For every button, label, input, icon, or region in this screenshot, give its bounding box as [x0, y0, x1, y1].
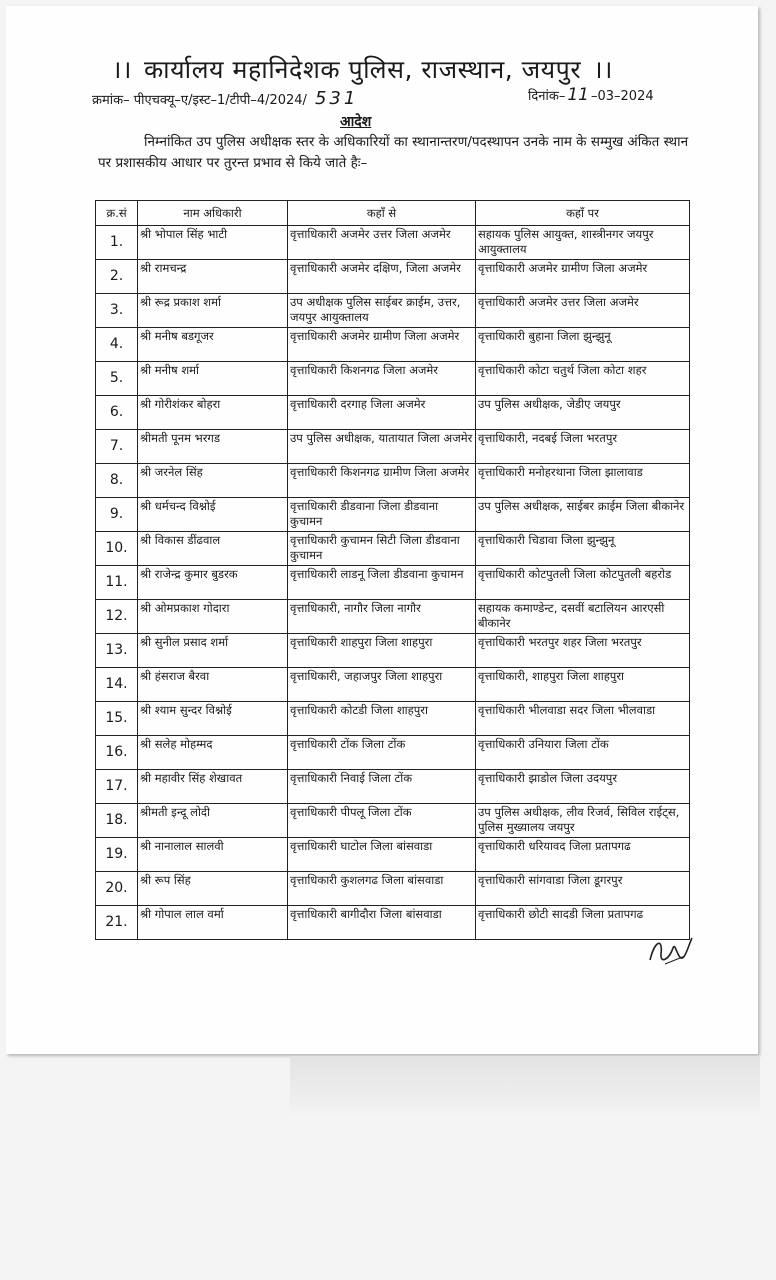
serial-cell: 12.	[96, 600, 138, 634]
table-row	[96, 260, 690, 294]
from-cell: वृत्ताधिकारी बागीदौरा जिला बांसवाडा	[288, 906, 476, 940]
table-row	[96, 294, 690, 328]
to-cell: वृत्ताधिकारी छोटी सादडी जिला प्रतापगढ	[476, 906, 690, 940]
signature-mark	[645, 930, 695, 970]
header-officer-name: नाम अधिकारी	[138, 201, 288, 226]
to-cell: वृत्ताधिकारी भीलवाडा सदर जिला भीलवाडा	[476, 702, 690, 736]
to-cell: वृत्ताधिकारी भरतपुर शहर जिला भरतपुर	[476, 634, 690, 668]
table-row	[96, 906, 690, 940]
officer-name-cell: श्री धर्मचन्द विश्नोई	[138, 498, 288, 532]
serial-cell: 2.	[96, 260, 138, 294]
table-row	[96, 634, 690, 668]
table-row	[96, 736, 690, 770]
serial-cell: 1.	[96, 226, 138, 260]
to-cell: उप पुलिस अधीक्षक, जेडीए जयपुर	[476, 396, 690, 430]
table-row	[96, 838, 690, 872]
table-row	[96, 702, 690, 736]
to-cell: सहायक कमाण्डेन्ट, दसवीं बटालियन आरएसी बीकानेर	[476, 600, 690, 634]
from-cell: उप पुलिस अधीक्षक, यातायात जिला अजमेर	[288, 430, 476, 464]
serial-cell: 3.	[96, 294, 138, 328]
transfer-table	[95, 200, 690, 940]
serial-cell: 8.	[96, 464, 138, 498]
serial-cell: 18.	[96, 804, 138, 838]
officer-name-cell: श्री नानालाल सालवी	[138, 838, 288, 872]
order-date: दिनांक– 11 –03–2024	[528, 85, 654, 105]
order-heading: आदेश	[340, 114, 372, 130]
from-cell: वृत्ताधिकारी अजमेर उत्तर जिला अजमेर	[288, 226, 476, 260]
serial-cell: 13.	[96, 634, 138, 668]
from-cell: वृत्ताधिकारी, नागौर जिला नागौर	[288, 600, 476, 634]
from-cell: वृत्ताधिकारी किशनगढ जिला अजमेर	[288, 362, 476, 396]
handwritten-ref-number: 531	[314, 88, 359, 109]
from-cell: वृत्ताधिकारी निवाई जिला टोंक	[288, 770, 476, 804]
from-cell: वृत्ताधिकारी शाहपुरा जिला शाहपुरा	[288, 634, 476, 668]
officer-name-cell: श्री मनीष शर्मा	[138, 362, 288, 396]
to-cell: वृत्ताधिकारी अजमेर ग्रामीण जिला अजमेर	[476, 260, 690, 294]
table-row	[96, 396, 690, 430]
table-row	[96, 770, 690, 804]
from-cell: वृत्ताधिकारी डीडवाना जिला डीडवाना कुचामन	[288, 498, 476, 532]
officer-name-cell: श्री सुनील प्रसाद शर्मा	[138, 634, 288, 668]
officer-name-cell: श्री मनीष बडगूजर	[138, 328, 288, 362]
serial-cell: 7.	[96, 430, 138, 464]
serial-cell: 17.	[96, 770, 138, 804]
to-cell: वृत्ताधिकारी उनियारा जिला टोंक	[476, 736, 690, 770]
from-cell: वृत्ताधिकारी अजमेर दक्षिण, जिला अजमेर	[288, 260, 476, 294]
officer-name-cell: श्री श्याम सुन्दर विश्नोई	[138, 702, 288, 736]
to-cell: वृत्ताधिकारी धरियावद जिला प्रतापगढ	[476, 838, 690, 872]
to-cell: उप पुलिस अधीक्षक, लीव रिजर्व, सिविल राईट्स, पुलिस मुख्यालय जयपुर	[476, 804, 690, 838]
officer-name-cell: श्री सलेह मोहम्मद	[138, 736, 288, 770]
from-cell: वृत्ताधिकारी कोटडी जिला शाहपुरा	[288, 702, 476, 736]
officer-name-cell: श्री रामचन्द्र	[138, 260, 288, 294]
to-cell: वृत्ताधिकारी कोटा चतुर्थ जिला कोटा शहर	[476, 362, 690, 396]
header-to: कहाँ पर	[476, 201, 690, 226]
table-row	[96, 872, 690, 906]
officer-name-cell: श्री विकास डींढवाल	[138, 532, 288, 566]
serial-cell: 20.	[96, 872, 138, 906]
from-cell: वृत्ताधिकारी लाडनू जिला डीडवाना कुचामन	[288, 566, 476, 600]
table-row	[96, 668, 690, 702]
serial-cell: 16.	[96, 736, 138, 770]
serial-cell: 19.	[96, 838, 138, 872]
officer-name-cell: श्री जरनेल सिंह	[138, 464, 288, 498]
table-row	[96, 566, 690, 600]
table-row	[96, 804, 690, 838]
to-cell: वृत्ताधिकारी मनोहरथाना जिला झालावाड	[476, 464, 690, 498]
table-row	[96, 532, 690, 566]
officer-name-cell: श्री गोपाल लाल वर्मा	[138, 906, 288, 940]
to-cell: वृत्ताधिकारी, शाहपुरा जिला शाहपुरा	[476, 668, 690, 702]
officer-name-cell: श्रीमती पूनम भरगड	[138, 430, 288, 464]
header-serial: क्र.सं	[96, 201, 138, 226]
serial-cell: 11.	[96, 566, 138, 600]
officer-name-cell: श्री गोरीशंकर बोहरा	[138, 396, 288, 430]
to-cell: वृत्ताधिकारी बुहाना जिला झुन्झुनू	[476, 328, 690, 362]
serial-cell: 14.	[96, 668, 138, 702]
officer-name-cell: श्री भोपाल सिंह भाटी	[138, 226, 288, 260]
to-cell: वृत्ताधिकारी, नदबई जिला भरतपुर	[476, 430, 690, 464]
from-cell: वृत्ताधिकारी कुचामन सिटी जिला डीडवाना कुचामन	[288, 532, 476, 566]
table-row	[96, 498, 690, 532]
from-cell: वृत्ताधिकारी कुशलगढ जिला बांसवाडा	[288, 872, 476, 906]
from-cell: उप अधीक्षक पुलिस साईबर क्राईम, उत्तर, जयपुर आयुक्तालय	[288, 294, 476, 328]
table-row	[96, 600, 690, 634]
officer-name-cell: श्री राजेन्द्र कुमार बुडरक	[138, 566, 288, 600]
to-cell: उप पुलिस अधीक्षक, साईबर क्राईम जिला बीकानेर	[476, 498, 690, 532]
to-cell: वृत्ताधिकारी सांगवाडा जिला डूगरपुर	[476, 872, 690, 906]
office-title: ।। कार्यालय महानिदेशक पुलिस, राजस्थान, जयपुर ।।	[112, 55, 614, 84]
table-header-row	[96, 201, 690, 226]
to-cell: वृत्ताधिकारी अजमेर उत्तर जिला अजमेर	[476, 294, 690, 328]
table-row	[96, 362, 690, 396]
table-row	[96, 226, 690, 260]
serial-cell: 21.	[96, 906, 138, 940]
header-from: कहाँ से	[288, 201, 476, 226]
officer-name-cell: श्री रूद्र प्रकाश शर्मा	[138, 294, 288, 328]
serial-cell: 10.	[96, 532, 138, 566]
to-cell: वृत्ताधिकारी झाडोल जिला उदयपुर	[476, 770, 690, 804]
reference-number: क्रमांक– पीएचक्यू–ए/इस्ट–1/टीपी–4/2024/ 531	[92, 88, 359, 109]
officer-name-cell: श्रीमती इन्दू लोदी	[138, 804, 288, 838]
from-cell: वृत्ताधिकारी टोंक जिला टोंक	[288, 736, 476, 770]
serial-cell: 5.	[96, 362, 138, 396]
from-cell: वृत्ताधिकारी पीपलू जिला टोंक	[288, 804, 476, 838]
scan-shadow	[290, 1056, 760, 1114]
table-row	[96, 328, 690, 362]
officer-name-cell: श्री रूप सिंह	[138, 872, 288, 906]
to-cell: वृत्ताधिकारी कोटपुतली जिला कोटपुतली बहरोड	[476, 566, 690, 600]
handwritten-day: 11	[567, 85, 589, 105]
from-cell: वृत्ताधिकारी अजमेर ग्रामीण जिला अजमेर	[288, 328, 476, 362]
from-cell: वृत्ताधिकारी किशनगढ ग्रामीण जिला अजमेर	[288, 464, 476, 498]
from-cell: वृत्ताधिकारी घाटोल जिला बांसवाडा	[288, 838, 476, 872]
intro-paragraph: निम्नांकित उप पुलिस अधीक्षक स्तर के अधिकारियों का स्थानान्तरण/पदस्थापन उनके नाम के सम्मुख अंकित स्थान पर प्रशासकीय आधार पर तुरन्त प्रभाव से किये जाते हैः–	[98, 134, 689, 171]
officer-name-cell: श्री हंसराज बैरवा	[138, 668, 288, 702]
to-cell: सहायक पुलिस आयुक्त, शास्त्रीनगर जयपुर आयुक्तालय	[476, 226, 690, 260]
from-cell: वृत्ताधिकारी, जहाजपुर जिला शाहपुरा	[288, 668, 476, 702]
table-row	[96, 464, 690, 498]
from-cell: वृत्ताधिकारी दरगाह जिला अजमेर	[288, 396, 476, 430]
serial-cell: 6.	[96, 396, 138, 430]
serial-cell: 4.	[96, 328, 138, 362]
table-row	[96, 430, 690, 464]
title-text: कार्यालय महानिदेशक पुलिस, राजस्थान, जयपुर	[143, 55, 582, 84]
to-cell: वृत्ताधिकारी चिडावा जिला झुन्झुनू	[476, 532, 690, 566]
officer-name-cell: श्री ओमप्रकाश गोदारा	[138, 600, 288, 634]
officer-name-cell: श्री महावीर सिंह शेखावत	[138, 770, 288, 804]
serial-cell: 15.	[96, 702, 138, 736]
serial-cell: 9.	[96, 498, 138, 532]
